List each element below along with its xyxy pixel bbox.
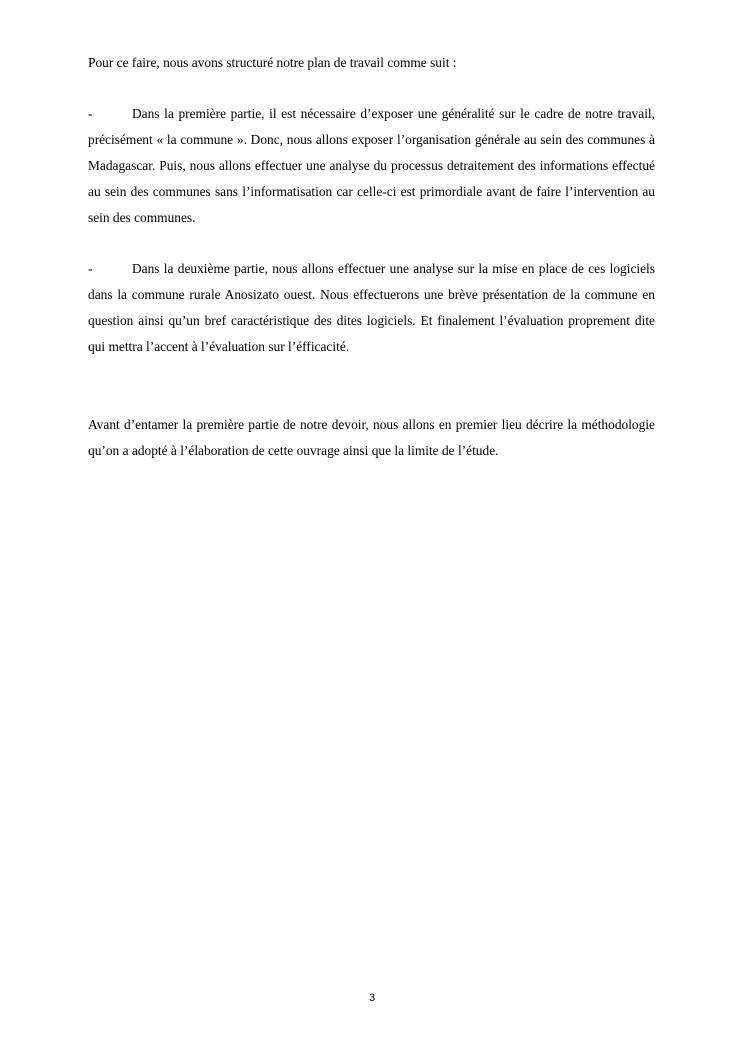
bullet-text: Dans la première partie, il est nécessaire d’exposer une généralité sur le cadre de notre travail, précisément « la commune ». Donc, nous allons exposer l’organisation générale au sein des communes à Madagascar. Puis, nous allons effectuer une analyse du processus detraitement des informations effectué au sein des communes sans l’informatisation car celle-ci est primordiale avant de faire l’intervention au sein des communes. xyxy=(88,106,655,225)
page-number: 3 xyxy=(368,992,376,1004)
bullet-text: Dans la deuxième partie, nous allons effectuer une analyse sur la mise en place de ces logiciels dans la commune rurale Anosizato ouest. Nous effectuerons une brève présentation de la commune en question ainsi qu’un bref caractéristique des dites logiciels. Et finalement l’évaluation proprement dite qui mettra l’accent à l’évaluation sur l’éfficacité. xyxy=(88,261,655,354)
closing-paragraph: Avant d’entamer la première partie de notre devoir, nous allons en premier lieu décrire la méthodologie qu’on a adopté à l’élaboration de cette ouvrage ainsi que la limite de l’étude. xyxy=(88,417,655,458)
bullet-item-second-part xyxy=(88,256,655,360)
bullet-marker: - xyxy=(88,261,93,276)
document-page xyxy=(88,50,655,464)
intro-paragraph: Pour ce faire, nous avons structuré notre plan de travail comme suit : xyxy=(88,55,457,70)
bullet-marker: - xyxy=(88,106,93,121)
bullet-item-first-part xyxy=(88,101,655,231)
